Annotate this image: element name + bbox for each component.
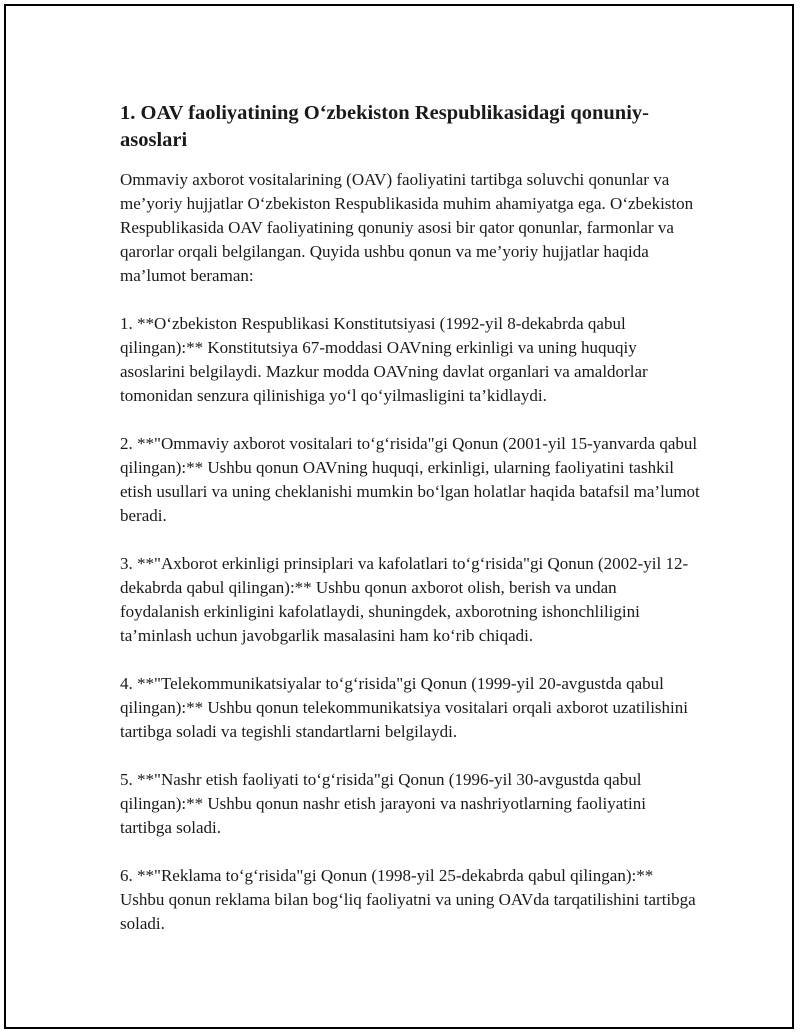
list-item-constitution: 1. **O‘zbekiston Respublikasi Konstitutsiyasi (1992-yil 8-dekabrda qabul qilingan):** Konstitutsiya 67-moddasi OAVning erkinligi va uning huquqiy asoslarini belgilaydi. Mazkur modda OAVning davlat organlari va amaldorlar tomonidan senzura qilinishiga yo‘l qo‘yilmasligini ta’kidlaydi.: [120, 314, 648, 405]
intro-paragraph: Ommaviy axborot vositalarining (OAV) faoliyatini tartibga soluvchi qonunlar va me’yoriy hujjatlar O‘zbekiston Respublikasida muhim ahamiyatga ega. O‘zbekiston Respublikasida OAV faoliyatining qonuniy asosi bir qator qonunlar, farmonlar va qarorlar orqali belgilangan. Quyida ushbu qonun va me’yoriy hujjatlar haqida ma’lumot beraman:: [120, 170, 694, 285]
document-body: [120, 100, 700, 960]
list-item-information-freedom-law: 3. **"Axborot erkinligi prinsiplari va kafolatlari to‘g‘risida"gi Qonun (2002-yil 12-dekabrda qabul qilingan):** Ushbu qonun axborot olish, berish va undan foydalanish erkinligini kafolatlaydi, shuningdek, axborotning ishonchliligini ta’minlash uchun javobgarlik masalasini ham ko‘rib chiqadi.: [120, 554, 689, 645]
list-item-mass-media-law: 2. **"Ommaviy axborot vositalari to‘g‘risida"gi Qonun (2001-yil 15-yanvarda qabul qilingan):** Ushbu qonun OAVning huquqi, erkinligi, ularning faoliyatini tashkil etish usullari va uning cheklanishi mumkin bo‘lgan holatlar haqida batafsil ma’lumot beradi.: [120, 434, 700, 525]
list-item-telecommunications-law: 4. **"Telekommunikatsiyalar to‘g‘risida"gi Qonun (1999-yil 20-avgustda qabul qilingan):** Ushbu qonun telekommunikatsiya vositalari orqali axborot uzatilishini tartibga soladi va tegishli standartlarni belgilaydi.: [120, 674, 688, 741]
list-item-advertising-law: 6. **"Reklama to‘g‘risida"gi Qonun (1998-yil 25-dekabrda qabul qilingan):** Ushbu qonun reklama bilan bog‘liq faoliyatni va uning OAVda tarqatilishini tartibga soladi.: [120, 866, 696, 933]
page-frame: [4, 4, 794, 1029]
document-title: 1. OAV faoliyatining O‘zbekiston Respublikasidagi qonuniy-asoslari: [120, 102, 649, 151]
list-item-publishing-law: 5. **"Nashr etish faoliyati to‘g‘risida"gi Qonun (1996-yil 30-avgustda qabul qilingan):** Ushbu qonun nashr etish jarayoni va nashriyotlarning faoliyatini tartibga soladi.: [120, 770, 646, 837]
